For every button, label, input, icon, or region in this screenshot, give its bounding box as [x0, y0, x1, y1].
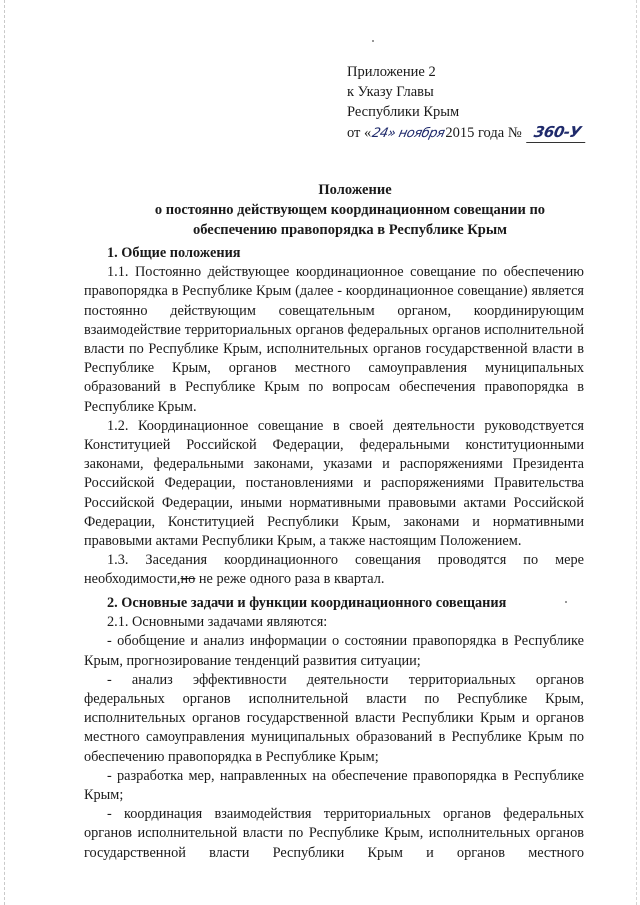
list-item: - обобщение и анализ информации о состоянии правопорядка в Республике Крым, прогнозирование тенденций развития ситуации; [84, 633, 584, 669]
paragraph: 2.1. Основными задачами являются: [107, 614, 328, 631]
attachment-line: Приложение 2 [347, 64, 436, 80]
title-line: обеспечению правопорядка в Республике Крым [192, 222, 508, 238]
attachment-line: к Указу Главы [347, 84, 434, 100]
section-2 [84, 594, 584, 863]
decree-date-line [347, 122, 586, 144]
date-prefix: от « [347, 125, 372, 141]
attachment-header [347, 62, 586, 144]
paragraph: 1.1. Постоянно действующее координационное совещание по обеспечению правопорядка в Республике Крым (далее - координационное совещание) является постоянно действующим совещательным органом, координирующим взаимодействие территориальных органов федеральных органов исполнительной власти по Республике Крым, исполнительных органов государственной власти в Республике Крым, органов местного самоуправления муниципальных образований в Республике Крым по вопросам обеспечения правопорядка в Республике Крым. [84, 264, 584, 415]
section-heading: 2. Основные задачи и функции координационного совещания [107, 595, 507, 611]
paragraph: 1.2. Координационное совещание в своей деятельности руководствуется Конституцией Российской Федерации, федеральными конституционными законами, федеральными законами, указами и распоряжениями Президента Российской Федерации, постановлениями и распоряжениями Правительства Российской Федерации, иными нормативными правовыми актами Российской Федерации, Конституцией Республики Крым, законами и нормативными правовыми актами Республики Крым, а также настоящим Положением. [84, 417, 584, 550]
section-heading: 1. Общие положения [107, 245, 241, 261]
scan-edge-left [4, 0, 5, 905]
paragraph-text: 1.3. Заседания координационного совещания проводятся по мере необходимости, [84, 552, 584, 588]
attachment-line: Республики Крым [347, 104, 460, 120]
struck-text: но [180, 571, 196, 588]
title-line: Положение [318, 182, 392, 198]
list-item: - разработка мер, направленных на обеспечение правопорядка в Республике Крым; [84, 767, 584, 804]
title-line: о постоянно действующем координационном совещании по [154, 202, 546, 218]
handwritten-decree-number: 360-У [526, 122, 588, 143]
list-item: - координация взаимодействия территориальных органов федеральных органов исполнительной власти по Республике Крым, исполнительных органов государственной власти Республики Крым и органов местного [84, 806, 584, 861]
handwritten-date: 24» ноября [370, 126, 447, 141]
scan-edge-right [636, 0, 637, 905]
paragraph [84, 551, 584, 589]
document-title [60, 180, 640, 240]
date-suffix: 2015 года № [445, 125, 522, 141]
paragraph-text: не реже одного раза в квартал. [195, 571, 385, 588]
list-item: - анализ эффективности деятельности территориальных органов федеральных органов исполнительной власти по Республике Крым, исполнительных органов государственной власти Республики Крым и органов местного самоуправления муниципальных образований в Республике Крым по обеспечению правопорядка в Республике Крым; [84, 671, 584, 765]
scan-speck [372, 40, 374, 42]
section-1 [84, 244, 584, 590]
